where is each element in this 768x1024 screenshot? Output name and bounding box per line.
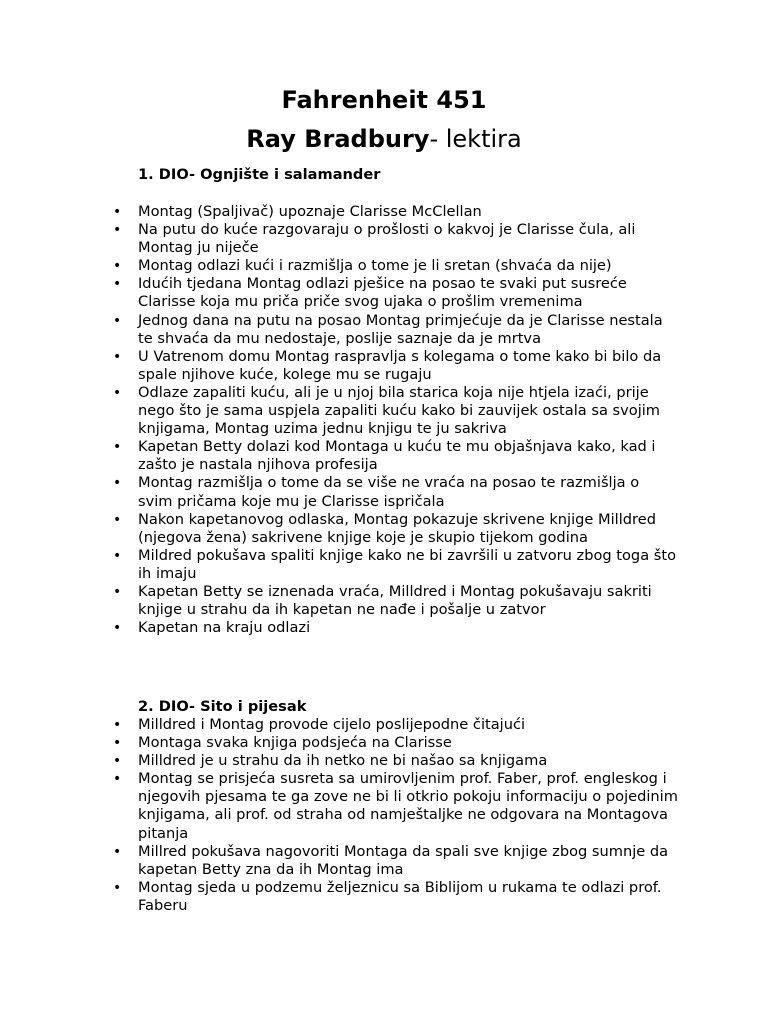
bullet-icon: • xyxy=(113,475,122,492)
list-item xyxy=(0,843,678,879)
list-item xyxy=(0,511,678,547)
bullet-icon: • xyxy=(113,843,122,860)
list-item xyxy=(0,312,678,348)
bullet-icon: • xyxy=(113,771,122,788)
list-item xyxy=(0,547,678,583)
list-item-text: Montag odlazi kući i razmišlja o tome je li sretan (shvaća da nije) xyxy=(138,257,612,275)
list-item xyxy=(0,716,678,734)
list-item xyxy=(0,770,678,842)
section-heading-2: 2. DIO- Sito i pijesak xyxy=(138,698,307,715)
bullet-icon: • xyxy=(113,384,122,401)
list-item-text: Idućih tjedana Montag odlazi pješice na posao te svaki put susreće Clarisse koja mu priča priče svog ujaka o prošlim vremenima xyxy=(138,275,627,311)
list-item-text: Montag razmišlja o tome da se više ne vraća na posao te razmišlja o svim pričama koje mu je Clarisse ispričala xyxy=(138,474,640,510)
list-item-text: Millred pokušava nagovoriti Montaga da spali sve knjige zbog sumnje da kapetan Betty zna da ih Montag ima xyxy=(138,842,669,878)
list-item-text: Kapetan Betty dolazi kod Montaga u kuću te mu objašnjava kako, kad i zašto je nastala njihova profesija xyxy=(138,438,656,474)
list-item xyxy=(0,348,678,384)
bullet-icon: • xyxy=(113,511,122,528)
bullet-icon: • xyxy=(113,348,122,365)
list-item xyxy=(0,619,678,637)
list-item-text: Montag sjeda u podzemu željeznicu sa Biblijom u rukama te odlazi prof. Faberu xyxy=(138,878,662,914)
list-item xyxy=(0,879,678,915)
list-item-text: Kapetan na kraju odlazi xyxy=(138,619,311,637)
bullet-icon: • xyxy=(113,547,122,564)
list-item-text: Odlaze zapaliti kuću, ali je u njoj bila starica koja nije htjela izaći, prije nego što je sama uspjela zapaliti kuću kako bi zauvijek ostala sa svojim knjigama, Montag uzima jednu knjigu te ju sakriva xyxy=(138,383,661,438)
list-item-text: Kapetan Betty se iznenada vraća, Milldred i Montag pokušavaju sakriti knjige u strahu da ih kapetan ne nađe i pošalje u zatvor xyxy=(138,582,652,619)
author-name: Ray Bradbury xyxy=(246,125,430,153)
list-item-text: Jednog dana na putu na posao Montag primjećuje da je Clarisse nestala te shvaća da mu nedostaje, poslije saznaje da je mrtva xyxy=(138,311,663,347)
list-item-text: Montag se prisjeća susreta sa umirovljenim prof. Faber, prof. engleskog i njegovih pjesama te ga zove ne bi li otkrio pokoju informaciju o pojedinim knjigama, ali prof. od straha od namještaljke ne odgovara na Montagova pitanja xyxy=(138,770,678,842)
list-item-text: Na putu do kuće razgovaraju o prošlosti o kakvoj je Clarisse čula, ali Montag ju niječe xyxy=(138,221,636,257)
bullet-icon: • xyxy=(113,222,122,239)
document-title: Fahrenheit 451 xyxy=(281,86,487,114)
list-item xyxy=(0,438,678,474)
bullet-icon: • xyxy=(113,717,122,733)
list-item-text: Montag (Spaljivač) upoznaje Clarisse McClellan xyxy=(138,203,482,220)
list-item-text: U Vatrenom domu Montag raspravlja s kolegama o tome kako bi bilo da spale njihove kuće, kolege mu se rugaju xyxy=(138,347,662,383)
bullet-icon: • xyxy=(113,439,122,456)
bullet-icon: • xyxy=(113,276,122,293)
list-item-text: Milldred i Montag provode cijelo poslijepodne čitajući xyxy=(138,716,526,733)
list-item xyxy=(0,384,678,438)
list-item-text: Montaga svaka knjiga podsjeća na Clarisse xyxy=(138,734,452,752)
list-item xyxy=(0,203,678,221)
list-item xyxy=(0,474,678,510)
list-item-text: Nakon kapetanovog odlaska, Montag pokazuje skrivene knjige Milldred (njegova žena) sakrivene knjige koje je skupio tijekom godina xyxy=(138,510,656,546)
list-item xyxy=(0,221,678,257)
list-item-text: Milldred je u strahu da ih netko ne bi našao sa knjigama xyxy=(138,752,548,770)
bullet-icon: • xyxy=(113,258,122,275)
bullet-icon: • xyxy=(113,312,122,329)
list-item xyxy=(0,734,678,752)
section-list-2 xyxy=(0,716,768,915)
bullet-icon: • xyxy=(113,583,122,600)
list-item xyxy=(0,275,678,311)
list-item xyxy=(0,583,678,619)
bullet-icon: • xyxy=(113,620,122,637)
list-item-text: Mildred pokušava spaliti knjige kako ne bi završili u zatvoru zbog toga što ih imaju xyxy=(138,546,677,582)
section-heading-1: 1. DIO- Ognjište i salamander xyxy=(138,166,381,183)
section-list-1 xyxy=(0,203,768,637)
bullet-icon: • xyxy=(113,204,122,220)
bullet-icon: • xyxy=(113,879,122,896)
document-subtitle xyxy=(0,122,768,156)
list-item xyxy=(0,257,678,275)
bullet-icon: • xyxy=(113,735,122,752)
bullet-icon: • xyxy=(113,753,122,770)
list-item xyxy=(0,752,678,770)
author-suffix: - lektira xyxy=(429,125,522,153)
